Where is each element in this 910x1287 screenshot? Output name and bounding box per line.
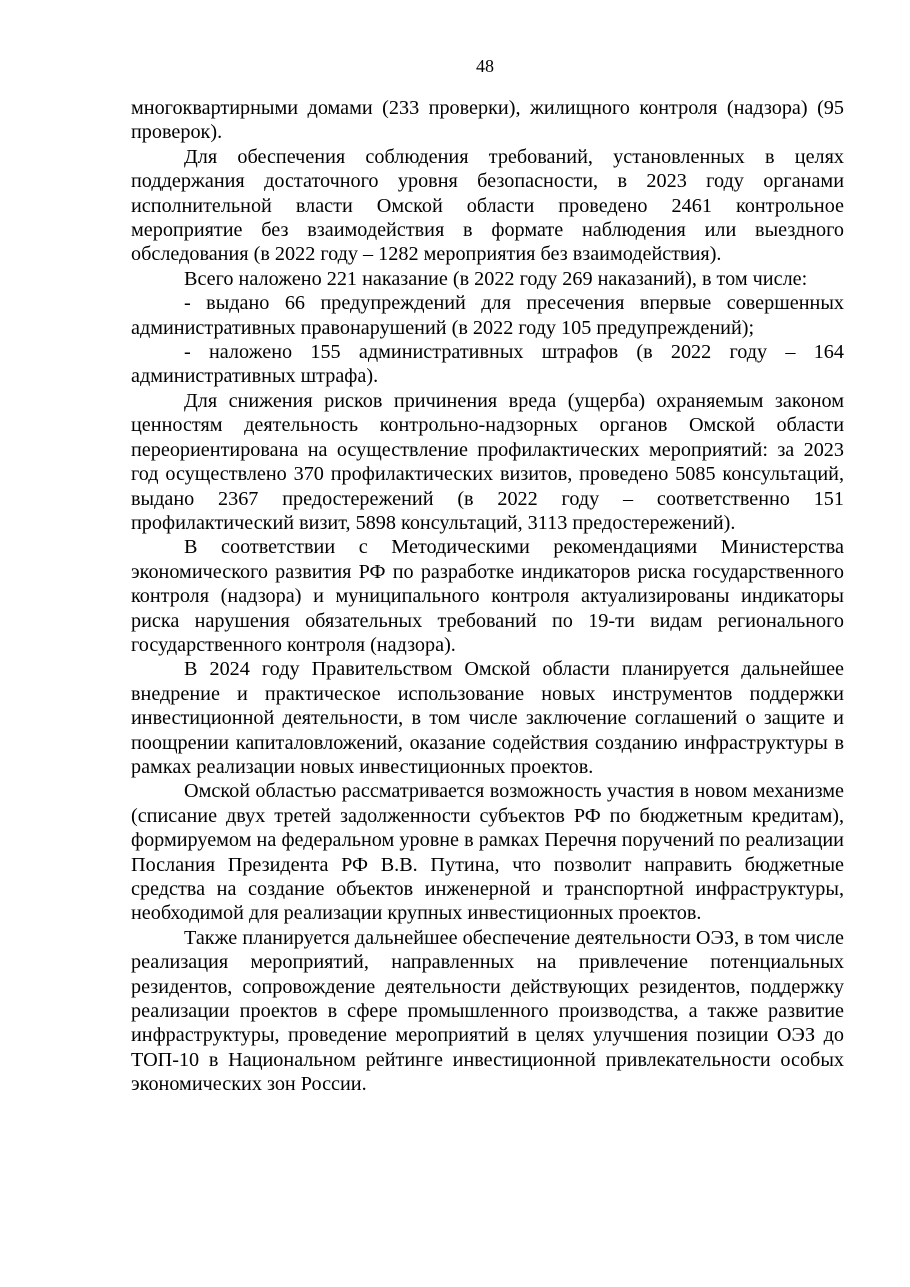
list-item-fines: - наложено 155 административных штрафов (в 2022 году – 164 административных штрафа). (131, 341, 844, 388)
document-body (131, 96, 844, 1097)
paragraph-risk-indicators: В соответствии с Методическими рекомендациями Министерства экономического развития РФ по разработке индикаторов риска государственного контроля (надзора) и муниципального контроля актуализированы индикаторы риска нарушения обязательных требований по 19-ти видам регионального государственного контроля (надзора). (131, 536, 844, 656)
paragraph-prevention: Для снижения рисков причинения вреда (ущерба) охраняемым законом ценностям деятельность контрольно-надзорных органов Омской области переориентирована на осуществление профилактических мероприятий: за 2023 год осуществлено 370 профилактических визитов, проведено 5085 консультаций, выдано 2367 предостережений (в 2022 году – соответственно 151 профилактический визит, 5898 консультаций, 3113 предостережений). (131, 389, 844, 534)
list-item-warnings: - выдано 66 предупреждений для пресечения впервые совершенных административных правонарушений (в 2022 году 105 предупреждений); (131, 292, 844, 339)
paragraph-sez: Также планируется дальнейшее обеспечение деятельности ОЭЗ, в том числе реализация мероприятий, направленных на привлечение потенциальных резидентов, сопровождение деятельности действующих резидентов, поддержку реализации проектов в сфере промышленного производства, а также развитие инфраструктуры, проведение мероприятий в целях улучшения позиции ОЭЗ до ТОП-10 в Национальном рейтинге инвестиционной привлекательности особых экономических зон России. (131, 926, 844, 1096)
paragraph-debt-writeoff: Омской областью рассматривается возможность участия в новом механизме (списание двух третей задолженности субъектов РФ по бюджетным кредитам), формируемом на федеральном уровне в рамках Перечня поручений по реализации Послания Президента РФ В.В. Путина, что позволит направить бюджетные средства на создание объектов инженерной и транспортной инфраструктуры, необходимой для реализации крупных инвестиционных проектов. (131, 780, 844, 925)
paragraph-1: многоквартирными домами (233 проверки), жилищного контроля (надзора) (95 проверок). (131, 97, 844, 144)
paragraph-2: Для обеспечения соблюдения требований, установленных в целях поддержания достаточного уровня безопасности, в 2023 году органами исполнительной власти Омской области проведено 2461 контрольное мероприятие без взаимодействия в формате наблюдения или выездного обследования (в 2022 году – 1282 мероприятия без взаимодействия). (131, 145, 844, 266)
page-number: 48 (476, 56, 494, 76)
paragraph-investment-2024: В 2024 году Правительством Омской области планируется дальнейшее внедрение и практическое использование новых инструментов поддержки инвестиционной деятельности, в том числе заключение соглашений о защите и поощрении капиталовложений, оказание содействия созданию инфраструктуры в рамках реализации новых инвестиционных проектов. (131, 658, 844, 778)
paragraph-3: Всего наложено 221 наказание (в 2022 году 269 наказаний), в том числе: (184, 267, 808, 290)
